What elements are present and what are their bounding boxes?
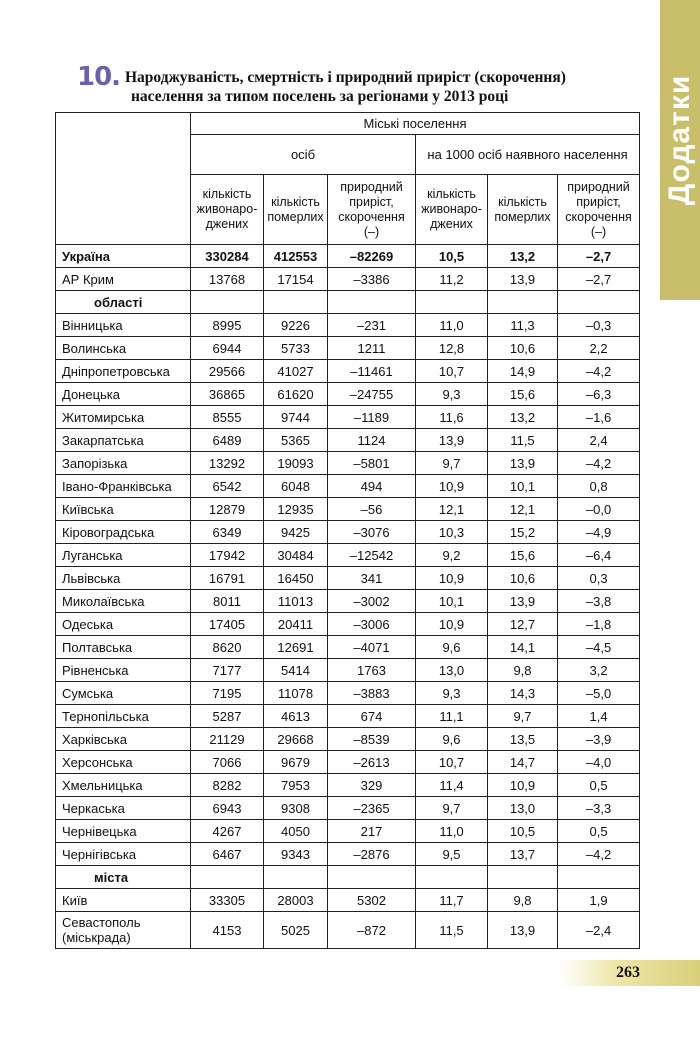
cell-deaths-rate: 10,9 <box>488 774 558 797</box>
cell-deaths: 17154 <box>264 268 328 291</box>
cell-deaths: 9679 <box>264 751 328 774</box>
cell-births: 8011 <box>191 590 264 613</box>
cell-deaths-rate: 14,1 <box>488 636 558 659</box>
cell-births: 6349 <box>191 521 264 544</box>
cell-growth-rate: –2,4 <box>558 912 640 949</box>
cell-births-rate: 12,1 <box>416 498 488 521</box>
cell-growth-rate: 3,2 <box>558 659 640 682</box>
region-cell: міста <box>56 866 191 889</box>
region-cell: Закарпатська <box>56 429 191 452</box>
region-cell: Севастополь (міськрада) <box>56 912 191 949</box>
cell-births: 5287 <box>191 705 264 728</box>
side-tab <box>660 0 700 300</box>
cell-deaths: 7953 <box>264 774 328 797</box>
region-cell: Вінницька <box>56 314 191 337</box>
table-body <box>56 245 640 949</box>
cell-deaths: 19093 <box>264 452 328 475</box>
cell-growth: –3386 <box>328 268 416 291</box>
table-row <box>56 268 640 291</box>
cell-births: 6489 <box>191 429 264 452</box>
cell-births-rate: 11,7 <box>416 889 488 912</box>
cell-births-rate: 11,0 <box>416 820 488 843</box>
header-births-rate: кількість живонароджених <box>416 175 488 245</box>
cell-deaths: 29668 <box>264 728 328 751</box>
cell-births-rate: 9,7 <box>416 797 488 820</box>
cell-growth: 217 <box>328 820 416 843</box>
cell-growth-rate: –3,3 <box>558 797 640 820</box>
cell-deaths <box>264 866 328 889</box>
table-row <box>56 521 640 544</box>
cell-growth-rate: 2,2 <box>558 337 640 360</box>
cell-deaths: 4050 <box>264 820 328 843</box>
cell-growth: –231 <box>328 314 416 337</box>
cell-deaths-rate: 12,1 <box>488 498 558 521</box>
cell-deaths: 11078 <box>264 682 328 705</box>
cell-growth: –872 <box>328 912 416 949</box>
cell-deaths-rate: 13,7 <box>488 843 558 866</box>
cell-births: 33305 <box>191 889 264 912</box>
cell-deaths: 9226 <box>264 314 328 337</box>
cell-growth-rate: 1,9 <box>558 889 640 912</box>
cell-growth-rate: –4,2 <box>558 452 640 475</box>
cell-births: 21129 <box>191 728 264 751</box>
cell-births-rate: 12,8 <box>416 337 488 360</box>
statistics-table <box>55 112 640 949</box>
cell-births-rate <box>416 291 488 314</box>
cell-births-rate: 13,0 <box>416 659 488 682</box>
cell-growth: –2876 <box>328 843 416 866</box>
cell-growth-rate: –6,4 <box>558 544 640 567</box>
cell-growth: –24755 <box>328 383 416 406</box>
cell-births: 8282 <box>191 774 264 797</box>
cell-births-rate: 10,9 <box>416 567 488 590</box>
cell-births: 17942 <box>191 544 264 567</box>
region-cell: Дніпропетровська <box>56 360 191 383</box>
cell-growth-rate: –4,2 <box>558 360 640 383</box>
cell-deaths: 12935 <box>264 498 328 521</box>
table-row <box>56 590 640 613</box>
cell-deaths-rate: 13,9 <box>488 912 558 949</box>
table-row <box>56 659 640 682</box>
table-row <box>56 613 640 636</box>
table-row <box>56 751 640 774</box>
cell-deaths-rate: 13,2 <box>488 406 558 429</box>
cell-growth: –56 <box>328 498 416 521</box>
cell-deaths-rate: 15,2 <box>488 521 558 544</box>
cell-growth-rate: 0,5 <box>558 774 640 797</box>
table-row <box>56 728 640 751</box>
cell-deaths-rate <box>488 291 558 314</box>
region-cell: Житомирська <box>56 406 191 429</box>
cell-growth-rate: 1,4 <box>558 705 640 728</box>
cell-births-rate: 9,7 <box>416 452 488 475</box>
side-tab-label: Додатки <box>663 74 696 206</box>
cell-deaths: 61620 <box>264 383 328 406</box>
cell-growth-rate: –3,9 <box>558 728 640 751</box>
cell-deaths-rate: 15,6 <box>488 544 558 567</box>
region-cell: Хмельницька <box>56 774 191 797</box>
cell-growth: –8539 <box>328 728 416 751</box>
table-row <box>56 567 640 590</box>
cell-births: 6467 <box>191 843 264 866</box>
region-cell: Тернопільська <box>56 705 191 728</box>
cell-births-rate: 11,6 <box>416 406 488 429</box>
cell-deaths-rate: 10,6 <box>488 337 558 360</box>
cell-births: 17405 <box>191 613 264 636</box>
table-row <box>56 774 640 797</box>
cell-growth: 674 <box>328 705 416 728</box>
cell-growth: 1763 <box>328 659 416 682</box>
header-growth: природний приріст, скорочення (–) <box>328 175 416 245</box>
cell-growth: 1211 <box>328 337 416 360</box>
cell-deaths-rate: 9,8 <box>488 889 558 912</box>
cell-births-rate <box>416 866 488 889</box>
table-row <box>56 291 640 314</box>
cell-births-rate: 9,6 <box>416 636 488 659</box>
cell-deaths-rate: 10,6 <box>488 567 558 590</box>
title-line-2: населення за типом поселень за регіонами у 2013 році <box>131 88 509 105</box>
region-cell: Кіровоградська <box>56 521 191 544</box>
table-row <box>56 360 640 383</box>
cell-births: 29566 <box>191 360 264 383</box>
cell-growth-rate: –0,0 <box>558 498 640 521</box>
cell-growth-rate: 0,8 <box>558 475 640 498</box>
cell-births-rate: 9,6 <box>416 728 488 751</box>
cell-growth: 494 <box>328 475 416 498</box>
cell-births: 8620 <box>191 636 264 659</box>
region-cell: Україна <box>56 245 191 268</box>
cell-growth <box>328 866 416 889</box>
cell-deaths: 12691 <box>264 636 328 659</box>
region-cell: Івано-Франківська <box>56 475 191 498</box>
region-cell: Черкаська <box>56 797 191 820</box>
cell-growth-rate <box>558 866 640 889</box>
table-row <box>56 912 640 949</box>
table-row <box>56 406 640 429</box>
cell-births: 8555 <box>191 406 264 429</box>
cell-births-rate: 10,3 <box>416 521 488 544</box>
cell-growth: 341 <box>328 567 416 590</box>
cell-deaths-rate: 11,3 <box>488 314 558 337</box>
header-per-1000: на 1000 осіб наявного населення <box>416 135 640 175</box>
header-deaths: кількість померлих <box>264 175 328 245</box>
region-cell: Харківська <box>56 728 191 751</box>
cell-deaths: 4613 <box>264 705 328 728</box>
cell-births: 13768 <box>191 268 264 291</box>
cell-births-rate: 9,2 <box>416 544 488 567</box>
cell-deaths-rate: 13,9 <box>488 452 558 475</box>
cell-births: 36865 <box>191 383 264 406</box>
cell-deaths: 28003 <box>264 889 328 912</box>
cell-deaths-rate: 10,1 <box>488 475 558 498</box>
title-line-1: Народжуваність, смертність і природний приріст (скорочення) <box>125 69 566 86</box>
cell-deaths-rate <box>488 866 558 889</box>
cell-births-rate: 11,2 <box>416 268 488 291</box>
cell-deaths-rate: 14,7 <box>488 751 558 774</box>
cell-growth: –3076 <box>328 521 416 544</box>
table-row <box>56 889 640 912</box>
cell-deaths: 16450 <box>264 567 328 590</box>
cell-growth: –3002 <box>328 590 416 613</box>
cell-growth: –2365 <box>328 797 416 820</box>
cell-births: 13292 <box>191 452 264 475</box>
cell-growth-rate: –2,7 <box>558 245 640 268</box>
cell-deaths: 41027 <box>264 360 328 383</box>
cell-deaths: 9308 <box>264 797 328 820</box>
cell-growth-rate: 0,5 <box>558 820 640 843</box>
region-cell: Запорізька <box>56 452 191 475</box>
cell-growth-rate: 2,4 <box>558 429 640 452</box>
page-number: 263 <box>616 964 640 981</box>
cell-growth: 5302 <box>328 889 416 912</box>
cell-growth-rate: –1,8 <box>558 613 640 636</box>
region-cell: Донецька <box>56 383 191 406</box>
region-cell: Сумська <box>56 682 191 705</box>
cell-growth: –82269 <box>328 245 416 268</box>
cell-deaths: 30484 <box>264 544 328 567</box>
cell-growth-rate: –2,7 <box>558 268 640 291</box>
cell-growth-rate: –4,9 <box>558 521 640 544</box>
region-cell: Львівська <box>56 567 191 590</box>
cell-growth: –4071 <box>328 636 416 659</box>
cell-births-rate: 9,3 <box>416 383 488 406</box>
cell-births-rate: 11,0 <box>416 314 488 337</box>
region-cell: Рівненська <box>56 659 191 682</box>
cell-growth-rate: –6,3 <box>558 383 640 406</box>
cell-deaths: 9343 <box>264 843 328 866</box>
cell-growth: –11461 <box>328 360 416 383</box>
cell-births-rate: 10,1 <box>416 590 488 613</box>
cell-births-rate: 13,9 <box>416 429 488 452</box>
header-growth-rate: природний приріст, скорочення (–) <box>558 175 640 245</box>
cell-deaths: 5733 <box>264 337 328 360</box>
table-row <box>56 245 640 268</box>
region-cell: Полтавська <box>56 636 191 659</box>
cell-deaths: 5365 <box>264 429 328 452</box>
cell-deaths <box>264 291 328 314</box>
cell-deaths-rate: 9,8 <box>488 659 558 682</box>
table-row <box>56 475 640 498</box>
region-cell: Київ <box>56 889 191 912</box>
cell-births-rate: 9,5 <box>416 843 488 866</box>
cell-births: 6944 <box>191 337 264 360</box>
cell-growth-rate: –4,5 <box>558 636 640 659</box>
cell-deaths: 412553 <box>264 245 328 268</box>
cell-growth-rate: –1,6 <box>558 406 640 429</box>
table-row <box>56 337 640 360</box>
table-row <box>56 820 640 843</box>
cell-births-rate: 10,7 <box>416 360 488 383</box>
region-cell: Волинська <box>56 337 191 360</box>
table-row <box>56 314 640 337</box>
table-row <box>56 843 640 866</box>
cell-births-rate: 11,4 <box>416 774 488 797</box>
region-cell: Чернівецька <box>56 820 191 843</box>
cell-growth <box>328 291 416 314</box>
region-cell: Київська <box>56 498 191 521</box>
cell-births <box>191 866 264 889</box>
cell-deaths: 9744 <box>264 406 328 429</box>
cell-growth-rate: –5,0 <box>558 682 640 705</box>
region-cell: Луганська <box>56 544 191 567</box>
cell-growth: –2613 <box>328 751 416 774</box>
table-row <box>56 705 640 728</box>
page-number-bar <box>560 960 700 986</box>
cell-births: 12879 <box>191 498 264 521</box>
cell-births-rate: 11,5 <box>416 912 488 949</box>
cell-births: 6943 <box>191 797 264 820</box>
cell-deaths-rate: 14,3 <box>488 682 558 705</box>
cell-births <box>191 291 264 314</box>
cell-births-rate: 10,9 <box>416 475 488 498</box>
cell-deaths-rate: 13,9 <box>488 590 558 613</box>
cell-births: 4267 <box>191 820 264 843</box>
cell-growth-rate <box>558 291 640 314</box>
cell-births: 4153 <box>191 912 264 949</box>
cell-births: 7195 <box>191 682 264 705</box>
region-header-cell <box>56 113 191 245</box>
cell-births: 330284 <box>191 245 264 268</box>
cell-deaths: 6048 <box>264 475 328 498</box>
region-cell: Одеська <box>56 613 191 636</box>
region-cell: Херсонська <box>56 751 191 774</box>
cell-deaths: 11013 <box>264 590 328 613</box>
cell-deaths-rate: 13,0 <box>488 797 558 820</box>
table-row <box>56 544 640 567</box>
cell-births-rate: 9,3 <box>416 682 488 705</box>
table-number: 10. <box>77 62 121 92</box>
cell-growth-rate: –4,2 <box>558 843 640 866</box>
cell-births-rate: 10,9 <box>416 613 488 636</box>
region-cell: АР Крим <box>56 268 191 291</box>
cell-deaths-rate: 14,9 <box>488 360 558 383</box>
header-births: кількість живонароджених <box>191 175 264 245</box>
cell-deaths-rate: 9,7 <box>488 705 558 728</box>
region-cell: області <box>56 291 191 314</box>
cell-deaths-rate: 11,5 <box>488 429 558 452</box>
cell-deaths-rate: 13,9 <box>488 268 558 291</box>
cell-deaths-rate: 13,5 <box>488 728 558 751</box>
cell-births: 8995 <box>191 314 264 337</box>
table-row <box>56 383 640 406</box>
cell-growth-rate: –3,8 <box>558 590 640 613</box>
cell-growth: –12542 <box>328 544 416 567</box>
cell-growth: –3006 <box>328 613 416 636</box>
cell-growth: –5801 <box>328 452 416 475</box>
cell-growth: –1189 <box>328 406 416 429</box>
cell-growth-rate: 0,3 <box>558 567 640 590</box>
cell-births-rate: 10,5 <box>416 245 488 268</box>
region-cell: Чернігівська <box>56 843 191 866</box>
table-row <box>56 797 640 820</box>
cell-births: 6542 <box>191 475 264 498</box>
cell-growth: 1124 <box>328 429 416 452</box>
header-deaths-rate: кількість померлих <box>488 175 558 245</box>
cell-births-rate: 10,7 <box>416 751 488 774</box>
table-row <box>56 682 640 705</box>
cell-deaths: 5025 <box>264 912 328 949</box>
cell-deaths-rate: 15,6 <box>488 383 558 406</box>
cell-growth: –3883 <box>328 682 416 705</box>
cell-deaths: 5414 <box>264 659 328 682</box>
cell-births-rate: 11,1 <box>416 705 488 728</box>
header-urban-settlements: Міські поселення <box>191 113 640 135</box>
table-row <box>56 429 640 452</box>
cell-growth: 329 <box>328 774 416 797</box>
cell-births: 7177 <box>191 659 264 682</box>
table-row <box>56 498 640 521</box>
cell-growth-rate: –0,3 <box>558 314 640 337</box>
cell-growth-rate: –4,0 <box>558 751 640 774</box>
cell-births: 7066 <box>191 751 264 774</box>
cell-births: 16791 <box>191 567 264 590</box>
cell-deaths-rate: 10,5 <box>488 820 558 843</box>
cell-deaths-rate: 12,7 <box>488 613 558 636</box>
region-cell: Миколаївська <box>56 590 191 613</box>
table-row <box>56 866 640 889</box>
cell-deaths: 20411 <box>264 613 328 636</box>
table-row <box>56 452 640 475</box>
cell-deaths-rate: 13,2 <box>488 245 558 268</box>
table-row <box>56 636 640 659</box>
cell-deaths: 9425 <box>264 521 328 544</box>
header-persons: осіб <box>191 135 416 175</box>
